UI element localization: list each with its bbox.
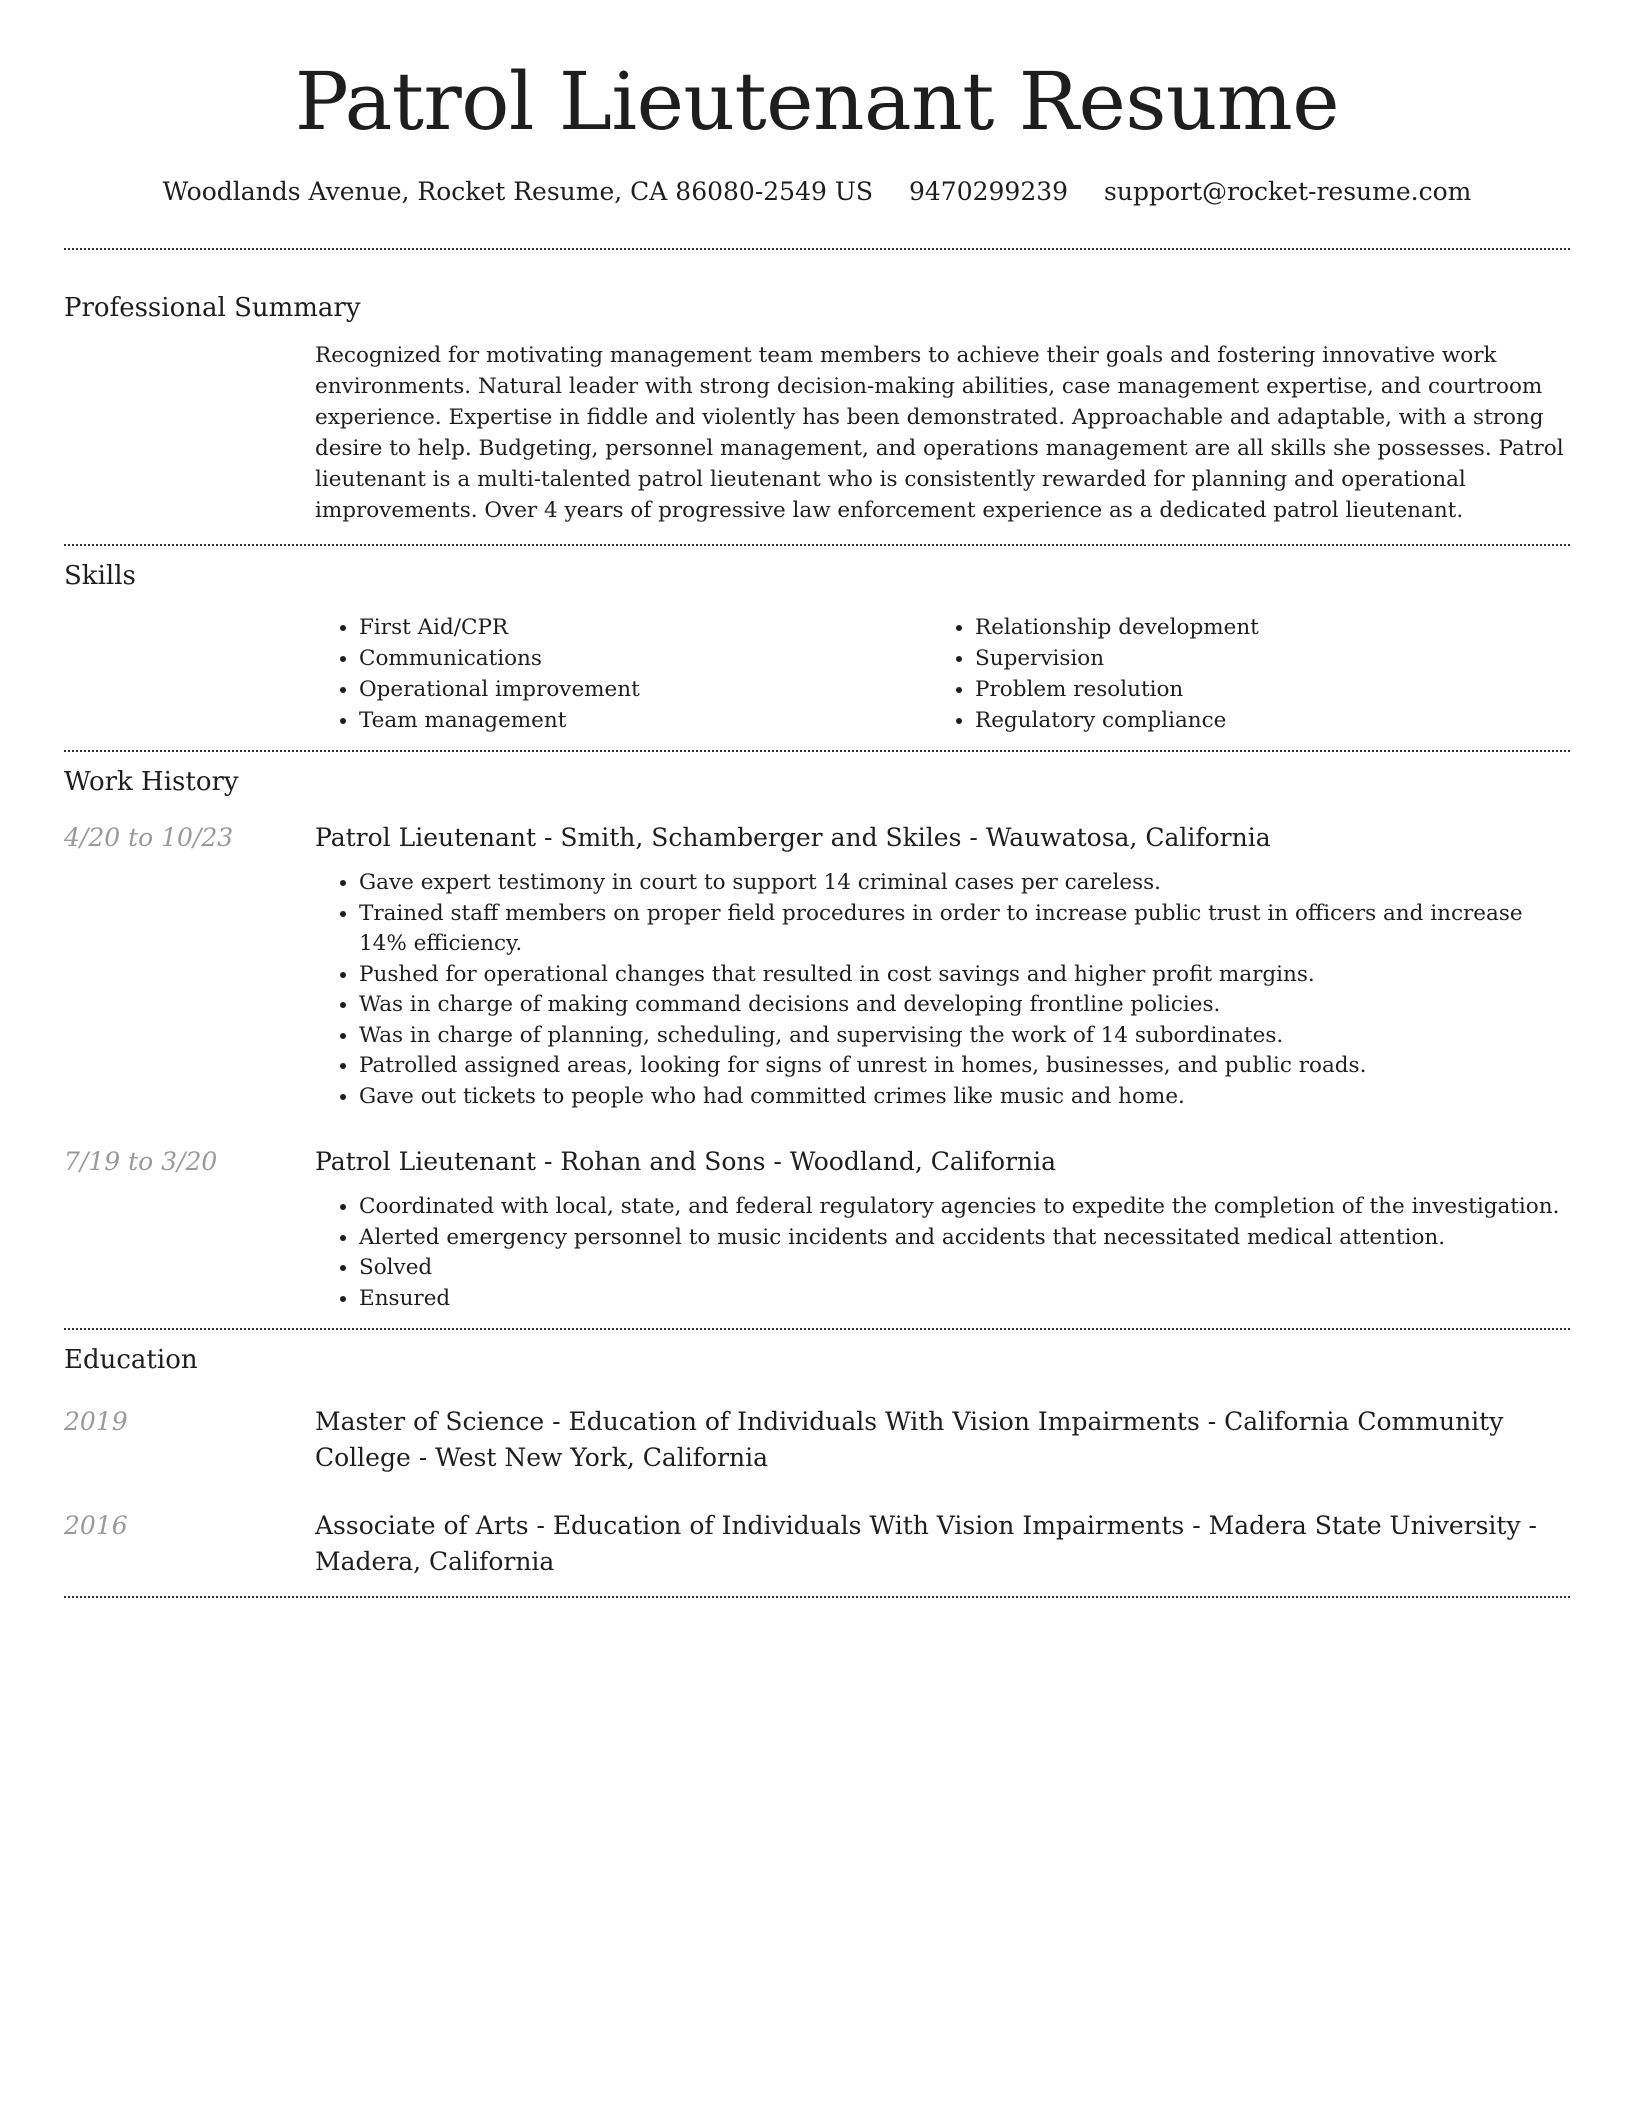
job-bullets [315,868,1570,1112]
divider [64,248,1570,250]
job-title: Patrol Lieutenant - Rohan and Sons - Woodland, California [315,1147,1057,1176]
resume-page [64,0,1570,1598]
skill-item: • Supervision [975,643,1547,674]
job-bullet: • Patrolled assigned areas, looking for signs of unrest in homes, businesses, and public roads. [359,1051,1570,1082]
job-details [315,820,1570,1112]
job-bullet: • Gave out tickets to people who had committed crimes like music and home. [359,1082,1570,1113]
skills-column-left [315,612,931,736]
skill-item: • Regulatory compliance [975,705,1547,736]
job-bullet: • Was in charge of making command decisions and developing frontline policies. [359,990,1570,1021]
job-entry [64,1144,1570,1328]
summary-section [64,290,1570,526]
contact-line [64,174,1570,210]
education-year: 2019 [64,1407,128,1436]
job-title: Patrol Lieutenant - Smith, Schamberger and Skiles - Wauwatosa, California [315,823,1271,852]
job-date: 4/20 to 10/23 [64,823,234,852]
job-bullet: • Alerted emergency personnel to music incidents and accidents that necessitated medical attention. [359,1223,1570,1254]
job-bullet: • Gave expert testimony in court to support 14 criminal cases per careless. [359,868,1570,899]
divider [64,1596,1570,1598]
skill-item: • Team management [359,705,931,736]
education-year: 2016 [64,1511,128,1540]
education-details: Master of Science - Education of Individuals With Vision Impairments - California Community College - West New York, California [315,1407,1504,1472]
skills-list [315,612,1570,736]
job-bullets [315,1192,1570,1314]
skills-column-right [931,612,1547,736]
job-details [315,1144,1570,1328]
divider [64,544,1570,546]
education-entry [64,1508,1570,1580]
education-details: Associate of Arts - Education of Individuals With Vision Impairments - Madera State University - Madera, California [315,1511,1537,1576]
education-heading: Education [64,1345,198,1375]
page-title: Patrol Lieutenant Resume [294,55,1340,148]
skill-item: • Problem resolution [975,674,1547,705]
skill-item: • Operational improvement [359,674,931,705]
work-history-section [64,764,1570,1328]
skill-item: • Communications [359,643,931,674]
skill-item: • First Aid/CPR [359,612,931,643]
contact-address: Woodlands Avenue, Rocket Resume, CA 86080-2549 US [162,177,874,206]
job-bullet: • Solved [359,1253,1570,1284]
summary-text: Recognized for motivating management team members to achieve their goals and fostering innovative work environments. Natural leader with strong decision-making abilities, case management expertise, and courtroom experience. Expertise in fiddle and violently has been demonstrated. Approachable and adaptable, with a strong desire to help. Budgeting, personnel management, and operations management are all skills she possesses. Patrol lieutenant is a multi-talented patrol lieutenant who is consistently rewarded for planning and operational improvements. Over 4 years of progressive law enforcement experience as a dedicated patrol lieutenant. [315,343,1564,523]
summary-heading: Professional Summary [64,293,361,323]
job-bullet: • Trained staff members on proper field procedures in order to increase public trust in officers and increase 14% efficiency. [359,899,1570,960]
contact-email: support@rocket-resume.com [1104,177,1472,206]
skills-section [64,558,1570,736]
work-history-heading: Work History [64,767,239,797]
education-section [64,1342,1570,1580]
contact-phone: 9470299239 [909,177,1069,206]
divider [64,1328,1570,1330]
skills-heading: Skills [64,561,136,591]
job-entry [64,820,1570,1112]
job-bullet: • Ensured [359,1284,1570,1315]
education-entry [64,1404,1570,1476]
job-bullet: • Coordinated with local, state, and federal regulatory agencies to expedite the completion of the investigation. [359,1192,1570,1223]
divider [64,750,1570,752]
job-bullet: • Pushed for operational changes that resulted in cost savings and higher profit margins. [359,960,1570,991]
job-date: 7/19 to 3/20 [64,1147,218,1176]
job-bullet: • Was in charge of planning, scheduling, and supervising the work of 14 subordinates. [359,1021,1570,1052]
skill-item: • Relationship development [975,612,1547,643]
